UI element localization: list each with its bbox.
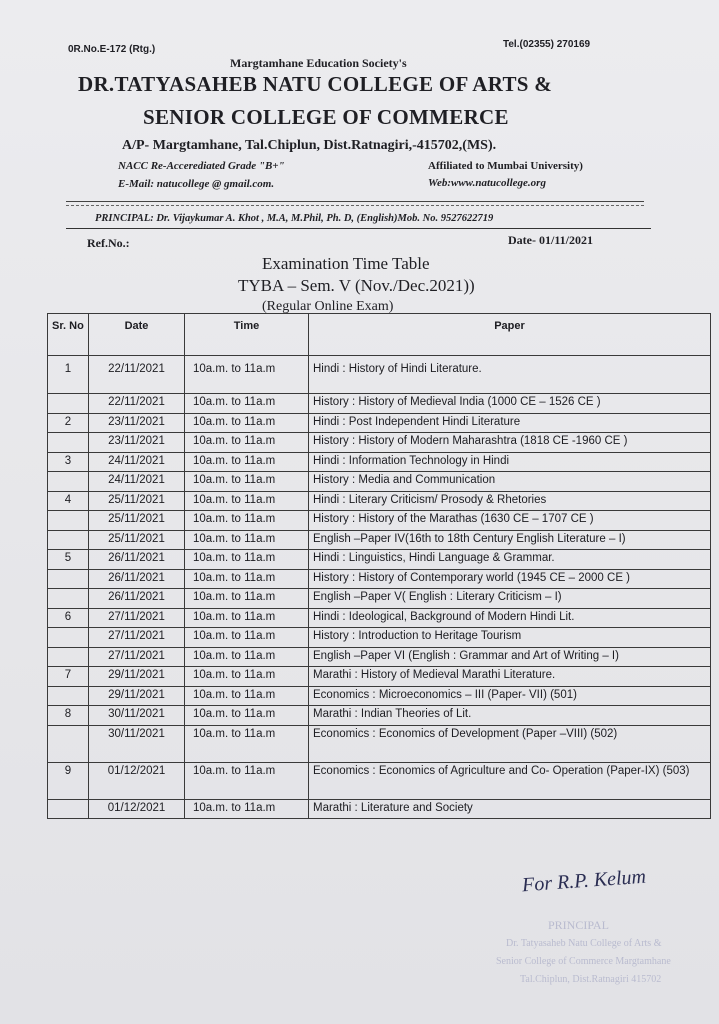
cell-time: 10a.m. to 11a.m — [185, 491, 309, 511]
cell-sr-no — [48, 589, 89, 609]
cell-paper: Hindi : Post Independent Hindi Literature — [309, 413, 711, 433]
cell-paper: English –Paper V( English : Literary Criticism – I) — [309, 589, 711, 609]
cell-paper: Economics : Economics of Development (Paper –VIII) (502) — [309, 725, 711, 762]
cell-date: 24/11/2021 — [89, 452, 185, 472]
cell-paper: History : History of Medieval India (1000 CE – 1526 CE ) — [309, 394, 711, 414]
college-name-line2: SENIOR COLLEGE OF COMMERCE — [143, 105, 509, 129]
stamp-line1: Dr. Tatyasaheb Natu College of Arts & — [506, 938, 662, 949]
cell-sr-no — [48, 725, 89, 762]
cell-time: 10a.m. to 11a.m — [185, 356, 309, 394]
header-divider-dashed — [66, 205, 644, 206]
telephone-number: Tel.(02355) 270169 — [503, 39, 591, 50]
cell-time: 10a.m. to 11a.m — [185, 589, 309, 609]
table-row — [48, 762, 711, 799]
cell-time: 10a.m. to 11a.m — [185, 628, 309, 648]
header-time: Time — [185, 314, 309, 356]
table-row — [48, 511, 711, 531]
table-row — [48, 413, 711, 433]
table-row — [48, 686, 711, 706]
timetable — [47, 313, 711, 819]
cell-date: 25/11/2021 — [89, 511, 185, 531]
principal-signature: For R.P. Kelum — [521, 865, 647, 897]
stamp-line2: Senior College of Commerce Margtamhane — [496, 956, 671, 967]
registration-number: 0R.No.E-172 (Rtg.) — [68, 44, 156, 55]
college-email: E-Mail: natucollege @ gmail.com. — [118, 178, 275, 190]
header-paper: Paper — [309, 314, 711, 356]
reference-number: Ref.No.: — [87, 236, 130, 250]
cell-time: 10a.m. to 11a.m — [185, 530, 309, 550]
cell-time: 10a.m. to 11a.m — [185, 608, 309, 628]
cell-time: 10a.m. to 11a.m — [185, 799, 309, 819]
cell-sr-no — [48, 511, 89, 531]
cell-paper: Hindi : Ideological, Background of Modern Hindi Lit. — [309, 608, 711, 628]
table-row — [48, 394, 711, 414]
cell-sr-no — [48, 799, 89, 819]
cell-paper: Economics : Economics of Agriculture and Co- Operation (Paper-IX) (503) — [309, 762, 711, 799]
cell-sr-no — [48, 472, 89, 492]
cell-paper: Hindi : Literary Criticism/ Prosody & Rhetories — [309, 491, 711, 511]
cell-paper: Hindi : Linguistics, Hindi Language & Grammar. — [309, 550, 711, 570]
cell-sr-no: 6 — [48, 608, 89, 628]
cell-paper: Economics : Microeconomics – III (Paper- VII) (501) — [309, 686, 711, 706]
cell-paper: History : Introduction to Heritage Tourism — [309, 628, 711, 648]
cell-time: 10a.m. to 11a.m — [185, 706, 309, 726]
naac-grade: NACC Re-Accerediated Grade "B+" — [118, 160, 285, 172]
cell-time: 10a.m. to 11a.m — [185, 472, 309, 492]
cell-time: 10a.m. to 11a.m — [185, 511, 309, 531]
cell-time: 10a.m. to 11a.m — [185, 647, 309, 667]
table-row — [48, 569, 711, 589]
cell-date: 22/11/2021 — [89, 394, 185, 414]
cell-paper: Hindi : History of Hindi Literature. — [309, 356, 711, 394]
table-row — [48, 647, 711, 667]
cell-date: 29/11/2021 — [89, 686, 185, 706]
header-divider — [66, 201, 644, 202]
cell-sr-no — [48, 394, 89, 414]
cell-sr-no — [48, 530, 89, 550]
cell-time: 10a.m. to 11a.m — [185, 762, 309, 799]
table-row — [48, 667, 711, 687]
cell-time: 10a.m. to 11a.m — [185, 667, 309, 687]
cell-sr-no: 3 — [48, 452, 89, 472]
cell-date: 25/11/2021 — [89, 530, 185, 550]
cell-date: 01/12/2021 — [89, 799, 185, 819]
cell-paper: English –Paper VI (English : Grammar and Art of Writing – I) — [309, 647, 711, 667]
stamp-line3: Tal.Chiplun, Dist.Ratnagiri 415702 — [520, 974, 662, 985]
header-date: Date — [89, 314, 185, 356]
cell-sr-no — [48, 569, 89, 589]
cell-date: 26/11/2021 — [89, 589, 185, 609]
table-row — [48, 491, 711, 511]
cell-sr-no — [48, 647, 89, 667]
college-address: A/P- Margtamhane, Tal.Chiplun, Dist.Ratnagiri,-415702,(MS). — [122, 138, 497, 153]
cell-time: 10a.m. to 11a.m — [185, 452, 309, 472]
cell-date: 27/11/2021 — [89, 628, 185, 648]
cell-sr-no: 9 — [48, 762, 89, 799]
cell-sr-no — [48, 628, 89, 648]
cell-paper: Marathi : Indian Theories of Lit. — [309, 706, 711, 726]
principal-details: PRINCIPAL: Dr. Vijaykumar A. Khot , M.A, M.Phil, Ph. D, (English)Mob. No. 9527622719 — [95, 213, 494, 224]
principal-divider — [66, 228, 651, 229]
cell-date: 26/11/2021 — [89, 550, 185, 570]
table-row — [48, 356, 711, 394]
cell-paper: Marathi : Literature and Society — [309, 799, 711, 819]
table-row — [48, 608, 711, 628]
table-row — [48, 628, 711, 648]
cell-date: 22/11/2021 — [89, 356, 185, 394]
cell-time: 10a.m. to 11a.m — [185, 394, 309, 414]
society-name: Margtamhane Education Society's — [230, 56, 407, 70]
cell-paper: English –Paper IV(16th to 18th Century English Literature – I) — [309, 530, 711, 550]
cell-date: 25/11/2021 — [89, 491, 185, 511]
cell-paper: History : History of the Marathas (1630 CE – 1707 CE ) — [309, 511, 711, 531]
cell-sr-no — [48, 433, 89, 453]
cell-date: 27/11/2021 — [89, 608, 185, 628]
table-row — [48, 433, 711, 453]
table-row — [48, 550, 711, 570]
cell-paper: History : Media and Communication — [309, 472, 711, 492]
table-row — [48, 706, 711, 726]
header-sr-no: Sr. No — [48, 314, 89, 356]
cell-date: 30/11/2021 — [89, 725, 185, 762]
cell-date: 23/11/2021 — [89, 433, 185, 453]
letter-date: Date- 01/11/2021 — [508, 233, 593, 247]
timetable-header-row — [48, 314, 711, 356]
timetable-body — [48, 356, 711, 819]
cell-sr-no: 5 — [48, 550, 89, 570]
cell-date: 27/11/2021 — [89, 647, 185, 667]
cell-sr-no — [48, 686, 89, 706]
cell-date: 29/11/2021 — [89, 667, 185, 687]
cell-sr-no: 7 — [48, 667, 89, 687]
cell-time: 10a.m. to 11a.m — [185, 725, 309, 762]
cell-date: 23/11/2021 — [89, 413, 185, 433]
cell-paper: History : History of Contemporary world (1945 CE – 2000 CE ) — [309, 569, 711, 589]
table-row — [48, 725, 711, 762]
cell-paper: Marathi : History of Medieval Marathi Literature. — [309, 667, 711, 687]
stamp-title: PRINCIPAL — [548, 918, 609, 932]
cell-time: 10a.m. to 11a.m — [185, 413, 309, 433]
exam-mode: (Regular Online Exam) — [262, 299, 394, 314]
cell-time: 10a.m. to 11a.m — [185, 433, 309, 453]
cell-paper: History : History of Modern Maharashtra (1818 CE -1960 CE ) — [309, 433, 711, 453]
table-row — [48, 799, 711, 819]
cell-sr-no: 8 — [48, 706, 89, 726]
table-row — [48, 452, 711, 472]
table-row — [48, 472, 711, 492]
cell-sr-no: 1 — [48, 356, 89, 394]
cell-date: 01/12/2021 — [89, 762, 185, 799]
cell-date: 26/11/2021 — [89, 569, 185, 589]
cell-sr-no: 2 — [48, 413, 89, 433]
cell-time: 10a.m. to 11a.m — [185, 550, 309, 570]
college-website: Web:www.natucollege.org — [428, 177, 546, 189]
cell-time: 10a.m. to 11a.m — [185, 686, 309, 706]
cell-date: 30/11/2021 — [89, 706, 185, 726]
exam-subtitle: TYBA – Sem. V (Nov./Dec.2021)) — [238, 276, 475, 295]
cell-paper: Hindi : Information Technology in Hindi — [309, 452, 711, 472]
table-row — [48, 530, 711, 550]
cell-time: 10a.m. to 11a.m — [185, 569, 309, 589]
college-name-line1: DR.TATYASAHEB NATU COLLEGE OF ARTS & — [78, 72, 553, 96]
cell-sr-no: 4 — [48, 491, 89, 511]
affiliation: Affiliated to Mumbai University) — [428, 160, 583, 172]
cell-date: 24/11/2021 — [89, 472, 185, 492]
exam-title: Examination Time Table — [262, 254, 430, 273]
table-row — [48, 589, 711, 609]
